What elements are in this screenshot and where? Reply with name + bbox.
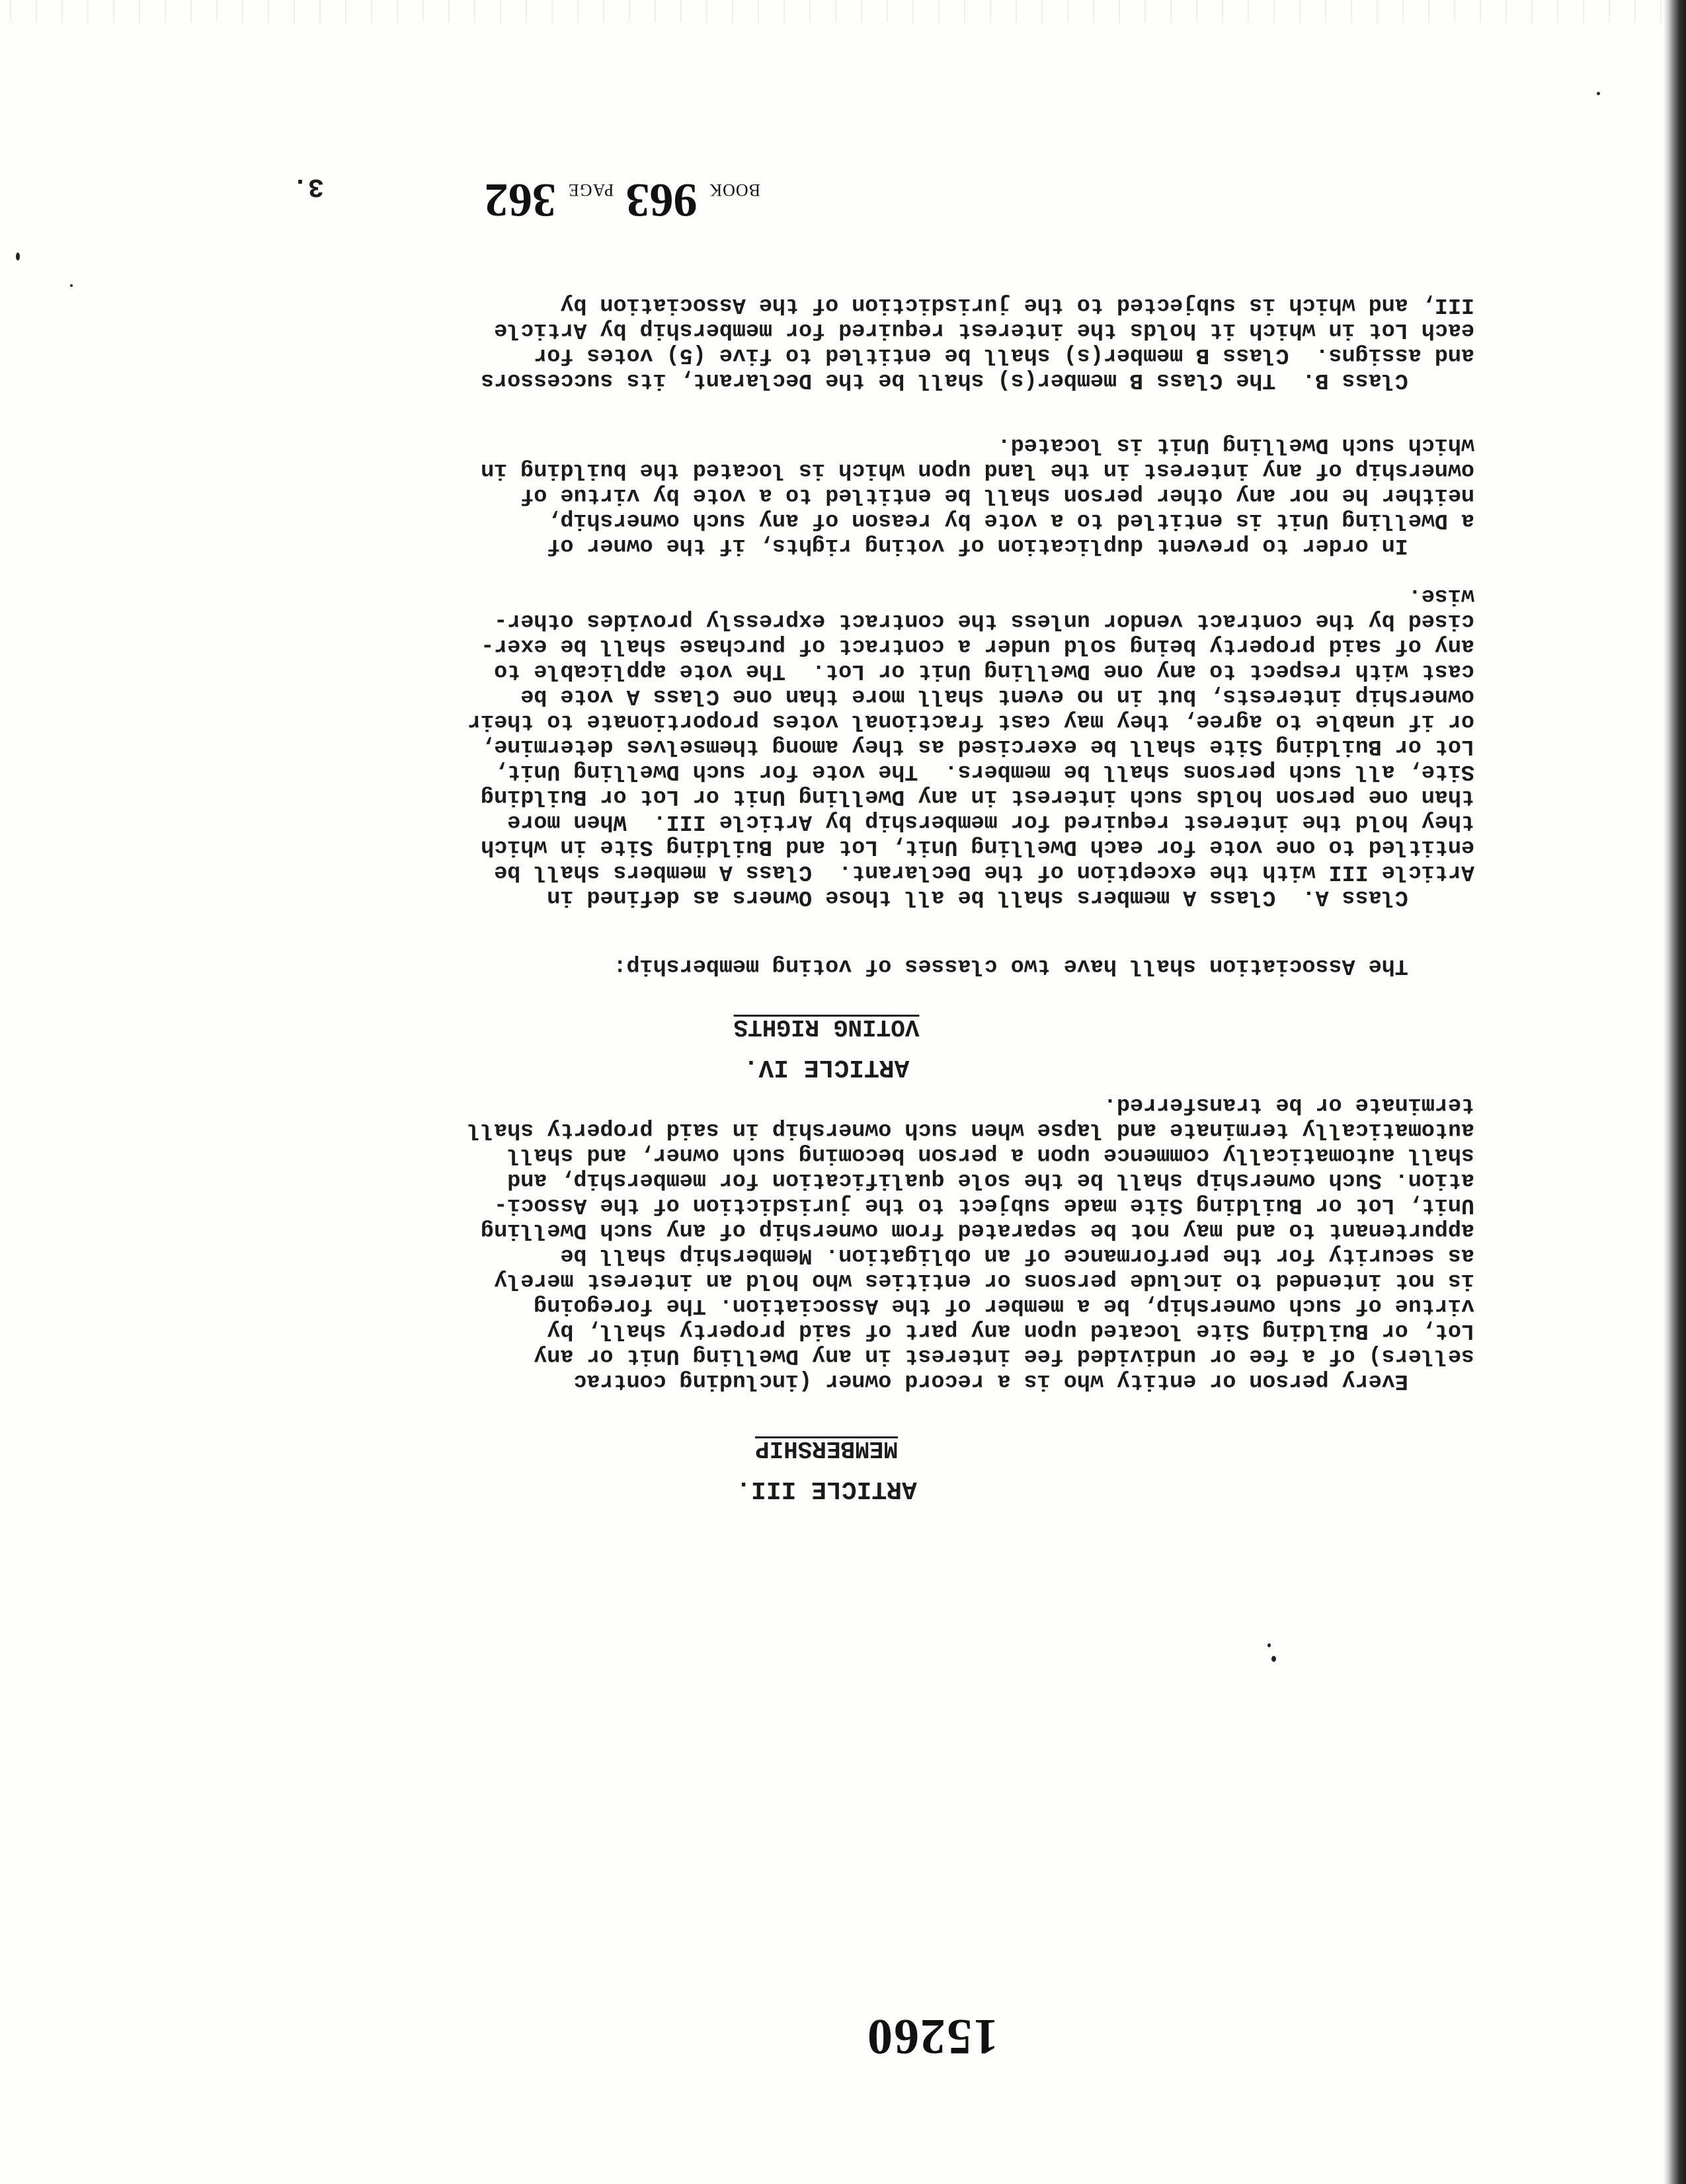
article-iv-heading: ARTICLE IV. — [743, 1053, 910, 1081]
voting-classes-intro: The Association shall have two classes of voting membership: — [613, 953, 1474, 978]
article-iv-subheading — [529, 1013, 1124, 1040]
book-page-stamp — [485, 173, 760, 227]
voting-rights-subheading-text: VOTING RIGHTS — [733, 1013, 920, 1040]
book-label: BOOK — [709, 180, 760, 200]
text-line: appurtenant to and may not be separated from ownership of any such Dwelling — [481, 1218, 1474, 1243]
scan-speck — [70, 284, 73, 287]
text-line: ownership interests, but in no event shall more than one Class A vote be — [520, 683, 1474, 709]
text-line: and assigns. Class B member(s) shall be entitled to five (5) votes for — [534, 342, 1474, 368]
document-serial-number: 15260 — [866, 2009, 998, 2064]
text-line: is not intended to include persons or entities who hold an interest merely — [494, 1268, 1474, 1293]
text-line: Class B. The Class B member(s) shall be the Declarant, its successors — [481, 368, 1474, 393]
text-line: III, and which is subjected to the jurisdiction of the Association by — [560, 292, 1474, 317]
scan-speck — [16, 253, 20, 260]
scan-speck — [1267, 1643, 1271, 1647]
page-number: 3. — [292, 171, 324, 201]
text-line: or if unable to agree, they may cast fractional votes proportionate to their — [467, 709, 1474, 734]
scan-noise-strip — [0, 0, 1686, 22]
text-line: cised by the contract vendor unless the contract expressly provides other- — [494, 608, 1474, 633]
text-line: than one person holds such interest in any Dwelling Unit or Lot or Building — [481, 784, 1474, 809]
text-line: ation. Such ownership shall be the sole qualification for membership, and — [507, 1167, 1474, 1192]
text-line: a Dwelling Unit is entitled to a vote by reason of any such ownership, — [547, 508, 1474, 533]
scan-speck — [1597, 92, 1600, 95]
text-line: wise. — [1408, 583, 1474, 608]
text-line: Site, all such persons shall be members. The vote for such Dwelling Unit, — [494, 759, 1474, 784]
text-line: each Lot in which it holds the interest required for membership by Article — [494, 317, 1474, 342]
text-line: sellers) of a fee or undivided fee interest in any Dwelling Unit or any — [534, 1343, 1474, 1368]
book-number: 963 — [625, 174, 698, 227]
article-iii-heading: ARTICLE III. — [736, 1475, 917, 1503]
text-line: Class A. Class A members shall be all those Owners as defined in — [547, 884, 1474, 910]
text-line: Lot or Building Site shall be exercised as they among themselves determine, — [481, 734, 1474, 759]
text-line: virtue of such ownership, be a member of the Association. The foregoing — [534, 1293, 1474, 1318]
page-label: PAGE — [567, 180, 614, 200]
text-line: shall automatically commence upon a person becoming such owner, and shall — [507, 1142, 1474, 1167]
text-line: Every person or entity who is a record owner (including contrac — [573, 1368, 1474, 1393]
scan-speck — [1271, 1656, 1276, 1662]
text-line: cast with respect to any one Dwelling Unit or Lot. The vote applicable to — [494, 658, 1474, 683]
text-line: automatically terminate and lapse when such ownership in said property shall — [467, 1117, 1474, 1142]
text-line: terminate or be transferred. — [1103, 1092, 1474, 1117]
text-line: which such Dwelling Unit is located. — [997, 432, 1474, 457]
text-line: as security for the performance of an obligation. Membership shall be — [560, 1243, 1474, 1268]
article-iii-subheading — [529, 1435, 1124, 1462]
text-line: ownership of any interest in the land upon which is located the building in — [481, 457, 1474, 483]
text-line: Article III with the exception of the Declarant. Class A members shall be — [494, 859, 1474, 884]
text-line: any of said property being sold under a contract of purchase shall be exer- — [481, 633, 1474, 658]
text-line: entitled to one vote for each Dwelling Unit, Lot and Building Site in which — [481, 834, 1474, 859]
text-line: Unit, Lot or Building Site made subject to the jurisdiction of the Associ- — [494, 1192, 1474, 1218]
book-page-number: 362 — [484, 174, 556, 227]
text-line: neither he nor any other person shall be entitled to a vote by virtue of — [520, 483, 1474, 508]
scan-edge-shadow — [1664, 0, 1686, 2184]
membership-subheading-text: MEMBERSHIP — [754, 1435, 899, 1462]
text-line: Lot, or Building Site located upon any part of said property shall, by — [547, 1318, 1474, 1343]
text-line: In order to prevent duplication of voting rights, if the owner of — [547, 533, 1474, 558]
text-line: they hold the interest required for membership by Article III. When more — [507, 809, 1474, 834]
